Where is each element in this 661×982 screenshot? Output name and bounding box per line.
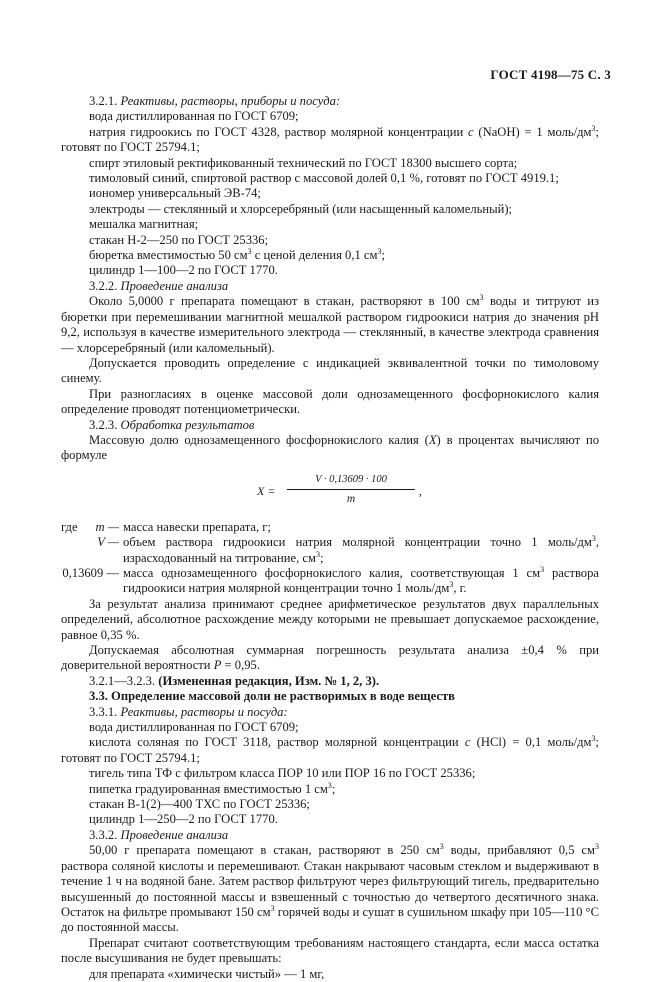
paragraph: За результат анализа принимают среднее арифметическое результатов двух параллельных определений, абсолютное расхождение между которыми не превышает допускаемое расхождение, равное 0,35 %. <box>61 596 599 642</box>
paragraph: При разногласиях в оценке массовой доли однозамещенного фосфорнокислого калия определение проводят потенциометрически. <box>61 386 599 417</box>
subsection-3-2-1: 3.2.1. Реактивы, растворы, приборы и посуда: <box>89 94 341 108</box>
list-item: тимоловый синий, спиртовой раствор с массовой долей 0,1 %, готовят по ГОСТ 4919.1; <box>89 171 559 186</box>
subsection-3-3-2: 3.3.2. Проведение анализа <box>89 827 229 842</box>
edit-note: 3.2.1—3.2.3. (Измененная редакция, Изм. № 1, 2, 3). <box>89 673 380 688</box>
subsection-title: Обработка результатов <box>120 417 255 432</box>
page-header: ГОСТ 4198—75 С. 3 <box>490 67 611 82</box>
subsection-3-2-3: 3.2.3. Обработка результатов <box>89 417 255 432</box>
list-item: вода дистиллированная по ГОСТ 6709; <box>89 720 299 735</box>
paragraph: Препарат считают соответствующим требованиям настоящего стандарта, если масса остатка после высушивания не будет превышать: <box>61 935 599 966</box>
list-item: пипетка градуированная вместимостью 1 $см^3$; <box>89 780 336 796</box>
formula-denominator: m <box>346 493 356 506</box>
list-item: тигель типа ТФ с фильтром класса ПОР 10 или ПОР 16 по ГОСТ 25336; <box>89 766 476 781</box>
formula <box>61 470 599 514</box>
variable-definitions <box>61 520 599 597</box>
subsection-3-2-2: 3.2.2. Проведение анализа <box>89 278 229 293</box>
formula-numerator: V · 0,13609 · 100 <box>287 472 415 490</box>
list-item: цилиндр 1—250—2 по ГОСТ 1770. <box>89 812 278 827</box>
list-item: стакан Н-2—250 по ГОСТ 25336; <box>89 232 269 247</box>
formula-fraction <box>287 472 415 508</box>
paragraph: Допускается проводить определение с индикацией эквивалентной точки по тимоловому синему. <box>61 355 599 386</box>
subsection-3-3-1: 3.3.1. Реактивы, растворы и посуда: <box>89 704 288 719</box>
subsection-title: Реактивы, растворы и посуда: <box>120 704 288 719</box>
formula-lhs: X = <box>257 483 276 498</box>
paragraph: для препарата «химически чистый» — 1 мг, <box>89 966 325 981</box>
subsection-title: Проведение анализа <box>120 827 229 842</box>
section-heading-3-3: 3.3. Определение массовой доли не растворимых в воде веществ <box>89 689 455 704</box>
paragraph: 50,00 г препарата помещают в стакан, растворяют в 250 $см^3$ воды, прибавляют 0,5 $см^3$ раствора соляной кислоты и перемешивают. Стакан накрывают часовым стеклом и выдерживают в течение 1 ч на водяной бане. Затем раствор фильтруют через фильтрующий тигель, предварительно высушенный до постоянной массы и взвешенный с точностью до четвертого десятичного знака. Остаток на фильтре промывают 150 $см^3$ горячей воды и сушат в сушильном шкафу при 105—110 °С до постоянной массы. <box>61 842 599 935</box>
list-item: иономер универсальный ЭВ-74; <box>89 186 261 201</box>
list-item: кислота соляная по ГОСТ 3118, раствор молярной концентрации c (HCl) = 0,1 моль/$дм^3$; готовят по ГОСТ 25794.1; <box>61 734 599 765</box>
formula-tail: , <box>419 483 422 498</box>
list-item: стакан В-1(2)—400 ТХС по ГОСТ 25336; <box>89 797 310 812</box>
definition-m: где m — масса навески препарата, г; <box>61 519 271 534</box>
subsection-title: Проведение анализа <box>120 278 229 293</box>
list-item: электроды — стеклянный и хлорсеребряный (или насыщенный каломельный); <box>89 201 513 216</box>
definition-v: V — объем раствора гидроокиси натрия молярной концентрации точно 1 моль/$дм^3$, израсходованный на титрование, $см^3$; <box>97 533 599 565</box>
paragraph: Допускаемая абсолютная суммарная погрешность результата анализа ±0,4 % при доверительной вероятности P = 0,95. <box>61 643 599 673</box>
list-item: цилиндр 1—100—2 по ГОСТ 1770. <box>89 263 278 278</box>
definition-constant: 0,13609 — масса однозамещенного фосфорнокислого калия, соответствующая 1 $см^3$ раствора гидроокиси натрия молярной концентрации точно 1 моль/$дм^3$, г. <box>62 564 599 596</box>
document-body <box>61 94 599 982</box>
list-item: вода дистиллированная по ГОСТ 6709; <box>89 109 299 124</box>
paragraph: Массовую долю однозамещенного фосфорнокислого калия (X) в процентах вычисляют по формуле <box>61 432 599 463</box>
list-item: бюретка вместимостью 50 $см^3$ с ценой деления 0,1 $см^3$; <box>89 246 385 263</box>
subsection-title: Реактивы, растворы, приборы и посуда: <box>120 94 341 108</box>
list-item: спирт этиловый ректификованный технический по ГОСТ 18300 высшего сорта; <box>89 155 518 170</box>
paragraph: Около 5,0000 г препарата помещают в стакан, растворяют в 100 $см^3$ воды и титруют из бюретки при перемешивании магнитной мешалкой раствором гидроокиси натрия до значения рН 9,2, используя в качестве измерительного электрода — стеклянный, в качестве электрода сравнения — хлорсеребряный (или каломельный). <box>61 293 599 355</box>
list-item: натрия гидроокись по ГОСТ 4328, раствор молярной концентрации c (NaOH) = 1 моль/$дм^3$; готовят по ГОСТ 25794.1; <box>61 123 599 155</box>
list-item: мешалка магнитная; <box>89 217 199 232</box>
